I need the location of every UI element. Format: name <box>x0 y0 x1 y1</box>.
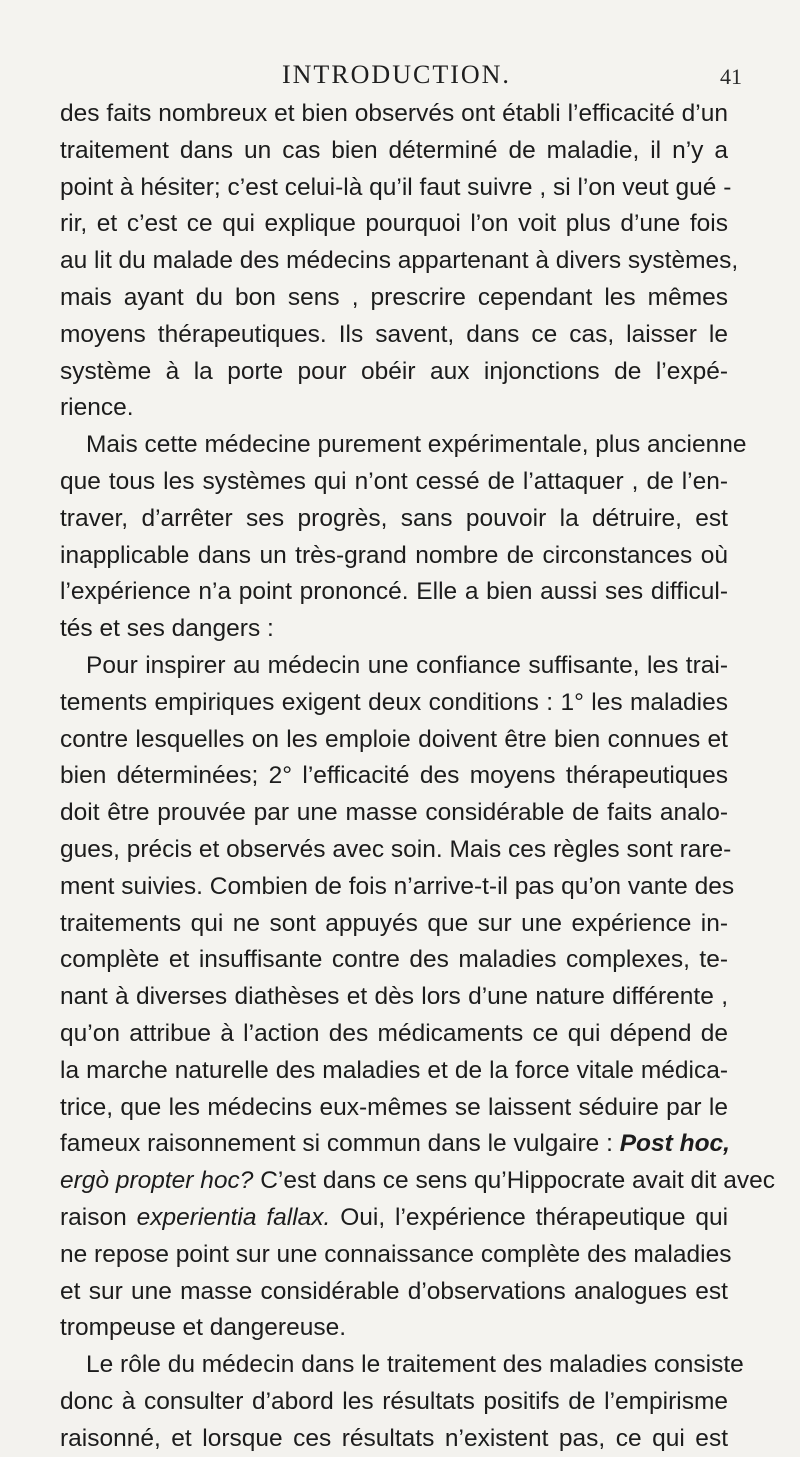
text-line: ne repose point sur une connaissance complète des maladies <box>60 1240 732 1268</box>
text-line: traitement dans un cas bien déterminé de maladie, il n’y a <box>60 136 728 164</box>
text-line: Mais cette médecine purement expérimentale, plus ancienne <box>86 431 747 459</box>
text-line-with-quote <box>60 1200 728 1237</box>
text-segment: raison <box>60 1203 127 1231</box>
text-line-with-quote <box>60 1126 728 1163</box>
text-line: gues, précis et observés avec soin. Mais ces règles sont rare- <box>60 835 732 863</box>
text-line: que tous les systèmes qui n’ont cessé de l’attaquer , de l’en- <box>60 467 728 495</box>
text-line: au lit du malade des médecins appartenant à divers systèmes, <box>60 247 739 275</box>
text-line: la marche naturelle des maladies et de la force vitale médica- <box>60 1056 728 1084</box>
text-line: doit être prouvée par une masse considérable de faits analo- <box>60 799 728 827</box>
text-line: Pour inspirer au médecin une confiance suffisante, les trai- <box>86 651 728 679</box>
text-line: moyens thérapeutiques. Ils savent, dans ce cas, laisser le <box>60 320 728 348</box>
text-line: et sur une masse considérable d’observations analogues est <box>60 1277 728 1305</box>
text-line: qu’on attribue à l’action des médicaments ce qui dépend de <box>60 1019 728 1047</box>
text-line: tés et ses dangers : <box>60 615 274 643</box>
latin-quote-3: experientia fallax. <box>136 1203 331 1231</box>
page-number: 41 <box>720 64 742 89</box>
text-line: traitements qui ne sont appuyés que sur une expérience in- <box>60 909 728 937</box>
text-line: trompeuse et dangereuse. <box>60 1314 347 1342</box>
text-line: rir, et c’est ce qui explique pourquoi l’on voit plus d’une fois <box>60 210 728 238</box>
text-line: contre lesquelles on les emploie doivent être bien connues et <box>60 725 728 753</box>
text-line: rience. <box>60 394 134 422</box>
text-line: Le rôle du médecin dans le traitement des maladies consiste <box>86 1351 744 1379</box>
text-line: l’expérience n’a point prononcé. Elle a bien aussi ses difficul- <box>60 578 728 606</box>
text-line: trice, que les médecins eux-mêmes se laissent séduire par le <box>60 1093 728 1121</box>
text-line: inapplicable dans un très-grand nombre de circonstances où <box>60 541 728 569</box>
latin-quote-1: Post hoc, <box>619 1130 730 1158</box>
text-line: raisonné, et lorsque ces résultats n’existent pas, ce qui est <box>60 1424 728 1452</box>
text-line: traver, d’arrêter ses progrès, sans pouvoir la détruire, est <box>60 504 728 532</box>
text-line: système à la porte pour obéir aux injonctions de l’expé- <box>60 357 728 385</box>
running-title: INTRODUCTION. <box>282 60 511 89</box>
text-line: point à hésiter; c’est celui-là qu’il faut suivre , si l’on veut gué - <box>60 173 732 201</box>
text-line: complète et insuffisante contre des maladies complexes, te- <box>60 946 728 974</box>
text-segment: C’est dans ce sens qu’Hippocrate avait dit avec <box>260 1167 775 1195</box>
latin-quote-2: ergò propter hoc? <box>60 1167 254 1195</box>
text-line: tements empiriques exigent deux conditions : 1° les maladies <box>60 688 728 716</box>
text-line: mais ayant du bon sens , prescrire cependant les mêmes <box>60 283 728 311</box>
text-segment: fameux raisonnement si commun dans le vulgaire : <box>60 1130 613 1158</box>
text-line-with-quote <box>60 1163 775 1200</box>
page-header <box>0 52 800 92</box>
body-text <box>60 96 775 1457</box>
text-line: ment suivies. Combien de fois n’arrive-t-il pas qu’on vante des <box>60 872 735 900</box>
text-line: donc à consulter d’abord les résultats positifs de l’empirisme <box>60 1387 728 1415</box>
text-segment: Oui, l’expérience thérapeutique qui <box>340 1203 729 1231</box>
text-line: bien déterminées; 2° l’efficacité des moyens thérapeutiques <box>60 762 728 790</box>
text-line: nant à diverses diathèses et dès lors d’une nature différente , <box>60 983 728 1011</box>
text-line: des faits nombreux et bien observés ont établi l’efficacité d’un <box>60 100 728 127</box>
